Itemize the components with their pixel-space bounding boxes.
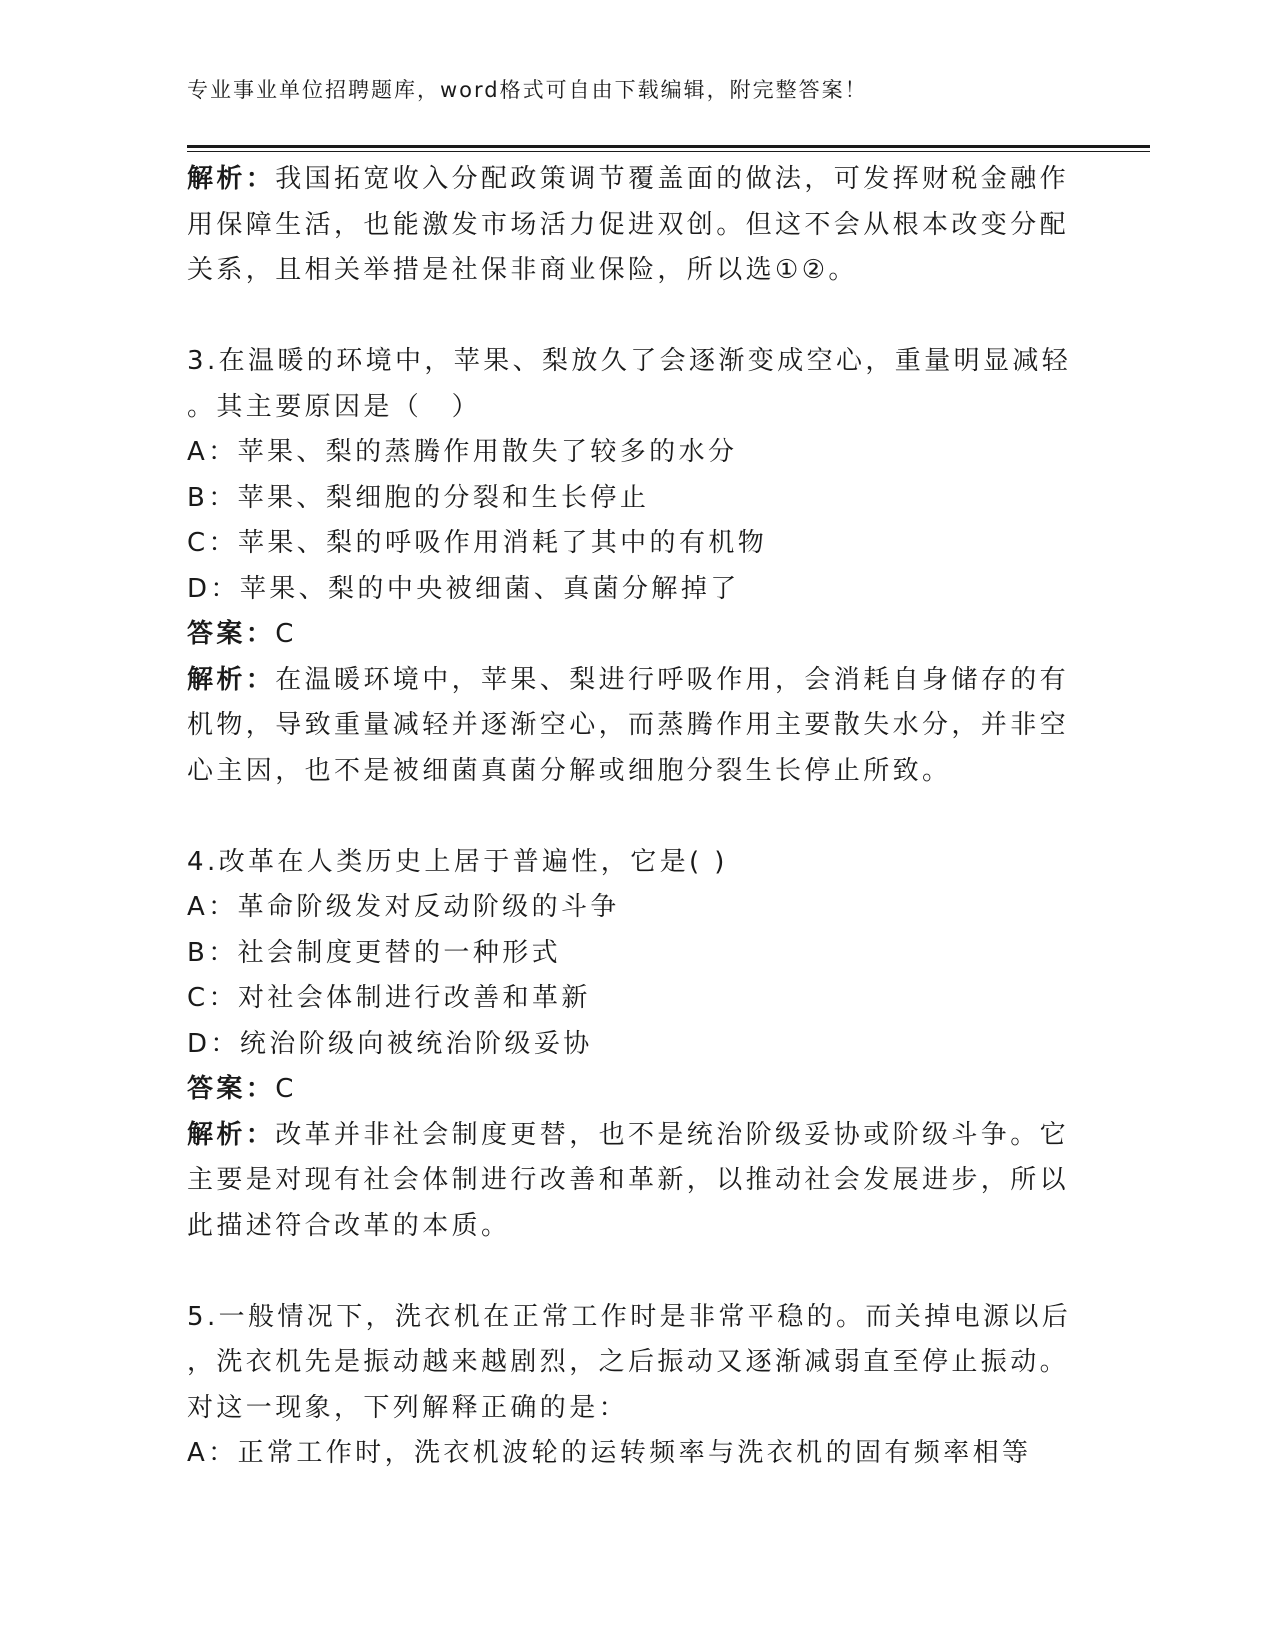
- analysis-text: 在温暖环境中，苹果、梨进行呼吸作用，会消耗自身储存的有: [275, 664, 1070, 695]
- option-c: C：对社会体制进行改善和革新: [187, 983, 591, 1013]
- header-rule-thin: [187, 151, 1150, 152]
- header-rule-thick: [187, 145, 1150, 148]
- question-stem-line: 5.一般情况下，洗衣机在正常工作时是非常平稳的。而关掉电源以后: [187, 1301, 1072, 1332]
- question-stem-line: 3.在温暖的环境中，苹果、梨放久了会逐渐变成空心，重量明显减轻: [187, 346, 1072, 376]
- analysis-line: 机物，导致重量减轻并逐渐空心，而蒸腾作用主要散失水分，并非空: [187, 710, 1070, 740]
- analysis-label: 解析：: [187, 1119, 276, 1150]
- option-b: B：社会制度更替的一种形式: [187, 937, 562, 968]
- spacer: [187, 1249, 1067, 1295]
- analysis-line: [187, 1113, 1070, 1159]
- analysis-text: 改革并非社会制度更替，也不是统治阶级妥协或阶级斗争。它: [275, 1119, 1070, 1150]
- answer-label: 答案：: [187, 619, 276, 649]
- question-stem-line: 4.改革在人类历史上居于普遍性，它是( ): [187, 846, 728, 877]
- analysis-line: 心主因，也不是被细菌真菌分解或细胞分裂生长停止所致。: [187, 755, 952, 786]
- analysis-line: [187, 157, 1070, 203]
- option-a: A：苹果、梨的蒸腾作用散失了较多的水分: [187, 437, 738, 467]
- page-header: 专业事业单位招聘题库，word格式可自由下载编辑，附完整答案！: [187, 78, 868, 102]
- answer-line: [187, 1067, 1067, 1113]
- question-stem-line: 对这一现象，下列解释正确的是：: [187, 1392, 629, 1423]
- answer-label: 答案：: [187, 1074, 276, 1104]
- answer-value: C: [275, 1074, 297, 1104]
- analysis-text: 我国拓宽收入分配政策调节覆盖面的做法，可发挥财税金融作: [275, 164, 1070, 194]
- analysis-label: 解析：: [187, 164, 276, 194]
- document-body: [187, 157, 1072, 1477]
- answer-value: C: [275, 619, 297, 649]
- analysis-line: 关系，且相关举措是社保非商业保险，所以选①②。: [187, 255, 858, 285]
- option-a: A：正常工作时，洗衣机波轮的运转频率与洗衣机的固有频率相等: [187, 1438, 1032, 1468]
- analysis-line: 此描述符合改革的本质。: [187, 1210, 511, 1241]
- option-a: A：革命阶级发对反动阶级的斗争: [187, 892, 620, 922]
- analysis-label: 解析：: [187, 664, 276, 695]
- spacer: [187, 294, 1067, 340]
- question-stem-line: 。其主要原因是（ ）: [187, 391, 482, 422]
- answer-line: [187, 612, 1067, 658]
- option-c: C：苹果、梨的呼吸作用消耗了其中的有机物: [187, 528, 768, 558]
- option-d: D：统治阶级向被统治阶级妥协: [187, 1028, 593, 1059]
- option-b: B：苹果、梨细胞的分裂和生长停止: [187, 482, 650, 513]
- analysis-line: 用保障生活，也能激发市场活力促进双创。但这不会从根本改变分配: [187, 209, 1070, 240]
- question-stem-line: ，洗衣机先是振动越来越剧烈，之后振动又逐渐减弱直至停止振动。: [187, 1347, 1070, 1377]
- analysis-line: [187, 658, 1070, 704]
- option-d: D：苹果、梨的中央被细菌、真菌分解掉了: [187, 573, 740, 604]
- analysis-line: 主要是对现有社会体制进行改善和革新，以推动社会发展进步，所以: [187, 1165, 1070, 1195]
- spacer: [187, 794, 1067, 840]
